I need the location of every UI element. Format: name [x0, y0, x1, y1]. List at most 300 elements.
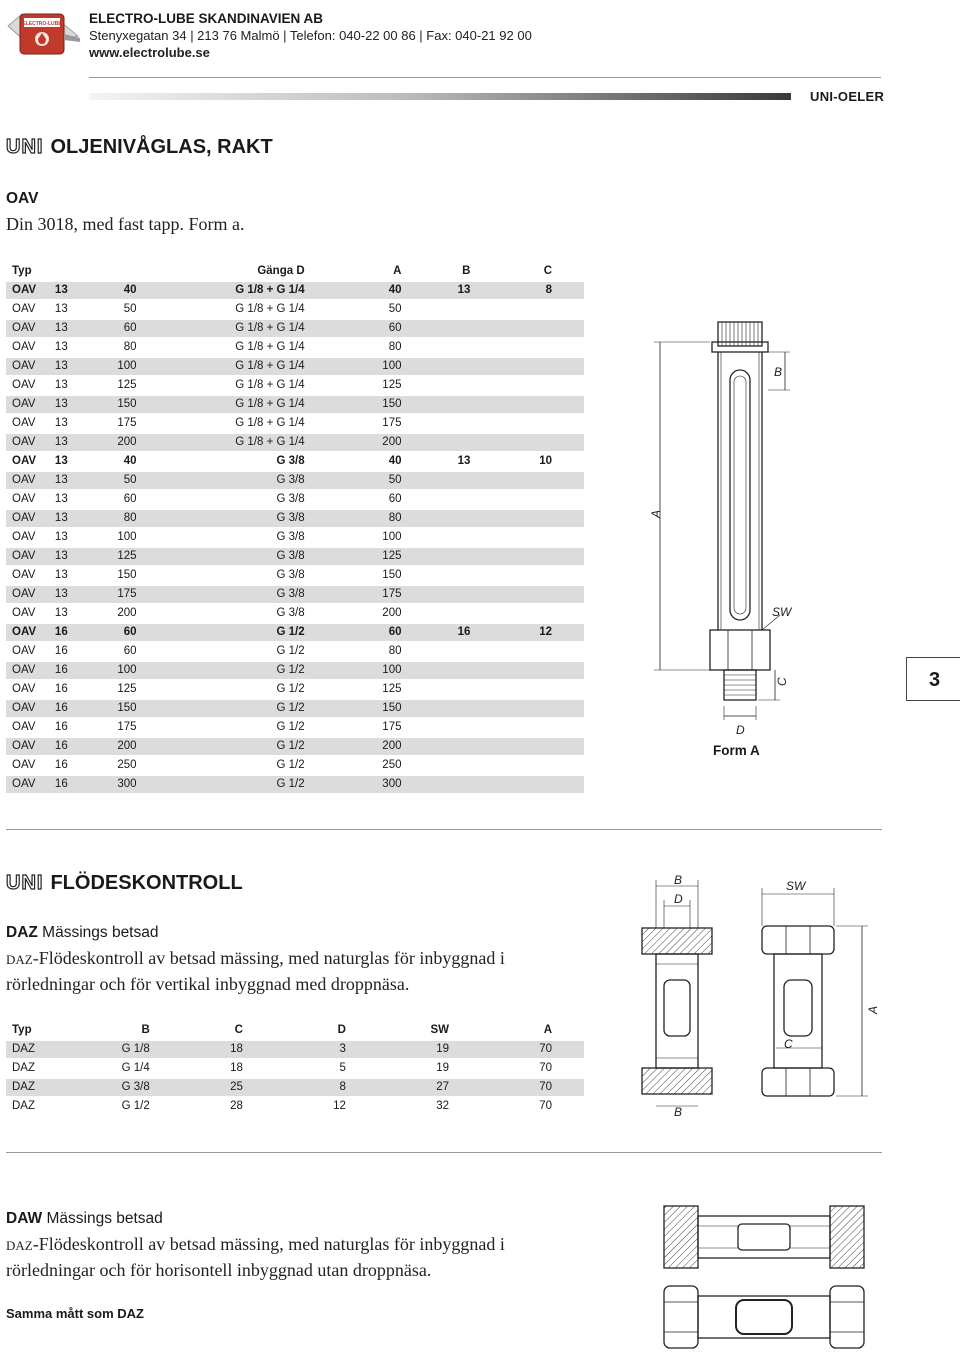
cell-a: 60	[330, 489, 402, 508]
cell-a: 70	[449, 1058, 584, 1077]
cell-ganga: G 3/8	[143, 603, 330, 622]
cell-b: 16	[401, 622, 470, 641]
cell-a: 80	[330, 337, 402, 356]
cell-ganga: G 1/2	[143, 774, 330, 793]
cell-a: 70	[449, 1096, 584, 1115]
cell-ganga: G 3/8	[143, 584, 330, 603]
cell-b	[401, 660, 470, 679]
cell-ganga: G 1/8 + G 1/4	[143, 375, 330, 394]
company-name: ELECTRO-LUBE SKANDINAVIEN AB	[89, 11, 324, 26]
cell-b: G 1/8	[91, 1039, 150, 1058]
cell-ganga: G 3/8	[143, 565, 330, 584]
daz-dim-a: A	[866, 1005, 880, 1014]
cell-a: 100	[330, 356, 402, 375]
table-row	[6, 622, 584, 641]
cell-b	[401, 508, 470, 527]
cell-a: 40	[330, 451, 402, 470]
cell-b	[401, 375, 470, 394]
cell-typ: OAV	[6, 280, 55, 299]
cell-ganga: G 1/8 + G 1/4	[143, 394, 330, 413]
cell-c	[470, 413, 584, 432]
cell-g: 16	[55, 641, 89, 660]
table-row	[6, 1077, 584, 1096]
cell-g: 13	[55, 470, 89, 489]
cell-b	[401, 679, 470, 698]
table-row	[6, 774, 584, 793]
daz-code-sc: daz	[6, 948, 33, 968]
cell-n: 60	[89, 318, 142, 337]
oav-table	[6, 262, 584, 793]
cell-b: G 1/2	[91, 1096, 150, 1115]
company-address: Stenyxegatan 34 | 213 76 Malmö | Telefon: 040-22 00 86 | Fax: 040-21 92 00	[89, 28, 532, 43]
cell-g: 13	[55, 337, 89, 356]
cell-a: 125	[330, 375, 402, 394]
cell-typ: OAV	[6, 470, 55, 489]
flow-title-text: FLÖDESKONTROLL	[50, 872, 243, 894]
cell-typ: OAV	[6, 527, 55, 546]
cell-a: 150	[330, 565, 402, 584]
cell-n: 60	[89, 489, 142, 508]
cell-b	[401, 584, 470, 603]
cell-d: 8	[243, 1077, 346, 1096]
table-row	[6, 1039, 584, 1058]
cell-c	[470, 394, 584, 413]
daz-heading	[6, 924, 158, 942]
cell-b	[401, 565, 470, 584]
cell-g: 13	[55, 318, 89, 337]
cell-g: 13	[55, 451, 89, 470]
cell-typ: OAV	[6, 603, 55, 622]
cell-b	[401, 432, 470, 451]
cell-n: 250	[89, 755, 142, 774]
cell-a: 50	[330, 299, 402, 318]
cell-g: 13	[55, 280, 89, 299]
cell-n: 175	[89, 413, 142, 432]
daz-description: -Flödeskontroll av betsad mässing, med naturglas för inbyggnad i rörledningar och för vertikal inbyggnad med droppnäsa.	[6, 948, 505, 994]
daz-col-d: D	[337, 1023, 346, 1036]
cell-sw: 19	[346, 1039, 449, 1058]
gradient-bar	[89, 93, 791, 100]
company-website[interactable]: www.electrolube.se	[89, 45, 210, 60]
cell-ganga: G 1/2	[143, 698, 330, 717]
cell-ganga: G 1/2	[143, 641, 330, 660]
cell-a: 70	[449, 1077, 584, 1096]
table-row	[6, 280, 584, 299]
cell-n: 60	[89, 622, 142, 641]
cell-ganga: G 1/8 + G 1/4	[143, 337, 330, 356]
cell-g: 16	[55, 717, 89, 736]
cell-ganga: G 1/2	[143, 679, 330, 698]
table-row	[6, 337, 584, 356]
cell-c	[470, 508, 584, 527]
cell-typ: OAV	[6, 641, 55, 660]
table-row	[6, 736, 584, 755]
cell-typ: OAV	[6, 394, 55, 413]
cell-g: 13	[55, 489, 89, 508]
daz-col-c: C	[234, 1023, 243, 1036]
daw-code: DAW	[6, 1210, 43, 1227]
cell-c	[470, 603, 584, 622]
cell-typ: OAV	[6, 337, 55, 356]
cell-n: 200	[89, 603, 142, 622]
header-divider	[89, 77, 881, 78]
cell-c	[470, 679, 584, 698]
cell-b	[401, 394, 470, 413]
cell-g: 13	[55, 299, 89, 318]
cell-g: 13	[55, 375, 89, 394]
oav-dim-d: D	[736, 723, 745, 737]
cell-sw: 27	[346, 1077, 449, 1096]
uni-brand: UNI	[6, 136, 44, 158]
cell-n: 80	[89, 508, 142, 527]
cell-typ: OAV	[6, 299, 55, 318]
cell-b: G 3/8	[91, 1077, 150, 1096]
cell-typ: OAV	[6, 318, 55, 337]
daz-code: DAZ	[6, 924, 38, 941]
cell-a: 125	[330, 546, 402, 565]
cell-ganga: G 3/8	[143, 489, 330, 508]
daw-description-block	[6, 1231, 566, 1283]
oav-dim-sw: SW	[772, 605, 792, 619]
cell-n: 50	[89, 299, 142, 318]
cell-a: 175	[330, 717, 402, 736]
cell-g: 13	[55, 432, 89, 451]
cell-a: 150	[330, 394, 402, 413]
logo-text: ELECTRO-LUBE	[22, 21, 62, 27]
cell-c	[470, 717, 584, 736]
cell-c: 10	[470, 451, 584, 470]
cell-typ: OAV	[6, 584, 55, 603]
table-row	[6, 1058, 584, 1077]
cell-g: 16	[55, 660, 89, 679]
cell-typ: OAV	[6, 660, 55, 679]
cell-b	[401, 774, 470, 793]
cell-g: 13	[55, 565, 89, 584]
cell-b	[401, 736, 470, 755]
cell-typ: OAV	[6, 508, 55, 527]
table-row	[6, 318, 584, 337]
oav-product-code: OAV	[6, 190, 39, 207]
cell-b: 13	[401, 451, 470, 470]
cell-n: 150	[89, 565, 142, 584]
table-row	[6, 698, 584, 717]
cell-ganga: G 1/8 + G 1/4	[143, 299, 330, 318]
cell-b	[401, 603, 470, 622]
daw-note: Samma mått som DAZ	[6, 1306, 144, 1321]
cell-n: 100	[89, 527, 142, 546]
cell-c	[470, 337, 584, 356]
cell-a: 60	[330, 622, 402, 641]
cell-ganga: G 3/8	[143, 470, 330, 489]
cell-typ: OAV	[6, 451, 55, 470]
cell-ganga: G 3/8	[143, 451, 330, 470]
cell-n: 50	[89, 470, 142, 489]
cell-c	[470, 641, 584, 660]
table-row	[6, 584, 584, 603]
cell-c	[470, 318, 584, 337]
cell-c	[470, 356, 584, 375]
oav-dim-b: B	[774, 365, 783, 379]
cell-ganga: G 3/8	[143, 527, 330, 546]
cell-n: 40	[89, 280, 142, 299]
daz-dim-b-top: B	[674, 873, 683, 887]
cell-sw: 32	[346, 1096, 449, 1115]
table-row	[6, 470, 584, 489]
section-divider-1	[6, 829, 882, 830]
cell-g: 16	[55, 679, 89, 698]
cell-typ: OAV	[6, 717, 55, 736]
cell-g: 16	[55, 622, 89, 641]
cell-c	[470, 299, 584, 318]
table-row	[6, 546, 584, 565]
cell-n: 125	[89, 546, 142, 565]
section-divider-2	[6, 1152, 882, 1153]
cell-n: 100	[89, 356, 142, 375]
cell-a: 50	[330, 470, 402, 489]
daz-col-sw: SW	[430, 1023, 449, 1036]
cell-c	[470, 527, 584, 546]
cell-g: 13	[55, 584, 89, 603]
daz-subtitle: Mässings betsad	[42, 924, 159, 941]
cell-n: 40	[89, 451, 142, 470]
cell-b	[401, 318, 470, 337]
oav-dim-c: C	[775, 677, 789, 686]
cell-n: 125	[89, 679, 142, 698]
cell-ganga: G 1/2	[143, 622, 330, 641]
daw-heading	[6, 1210, 163, 1228]
daz-dim-d: D	[674, 892, 683, 906]
table-row	[6, 299, 584, 318]
cell-b	[401, 356, 470, 375]
cell-b	[401, 717, 470, 736]
cell-ganga: G 3/8	[143, 546, 330, 565]
cell-c	[470, 660, 584, 679]
cell-a: 175	[330, 584, 402, 603]
cell-g: 16	[55, 736, 89, 755]
cell-typ: OAV	[6, 546, 55, 565]
cell-typ: OAV	[6, 356, 55, 375]
cell-c: 18	[150, 1058, 243, 1077]
cell-c	[470, 736, 584, 755]
cell-g: 13	[55, 508, 89, 527]
daz-col-a: A	[543, 1023, 552, 1036]
table-row	[6, 394, 584, 413]
daw-drawing	[660, 1198, 885, 1356]
section-tag: UNI-OELER	[810, 89, 885, 104]
oav-figure-caption: Form A	[713, 743, 760, 758]
cell-d: 3	[243, 1039, 346, 1058]
cell-d: 5	[243, 1058, 346, 1077]
cell-ganga: G 1/8 + G 1/4	[143, 432, 330, 451]
cell-a: 200	[330, 736, 402, 755]
cell-a: 80	[330, 508, 402, 527]
flow-section-title	[6, 872, 243, 895]
cell-typ: DAZ	[6, 1096, 91, 1115]
table-row	[6, 1096, 584, 1115]
daz-col-typ: Typ	[12, 1023, 32, 1036]
cell-typ: OAV	[6, 489, 55, 508]
cell-b	[401, 337, 470, 356]
col-c: C	[543, 264, 552, 277]
cell-n: 175	[89, 584, 142, 603]
cell-b	[401, 527, 470, 546]
table-row	[6, 565, 584, 584]
cell-a: 100	[330, 527, 402, 546]
cell-n: 300	[89, 774, 142, 793]
cell-g: 13	[55, 546, 89, 565]
table-row	[6, 451, 584, 470]
cell-g: 13	[55, 356, 89, 375]
table-row	[6, 508, 584, 527]
table-row	[6, 641, 584, 660]
cell-c	[470, 470, 584, 489]
oav-description: Din 3018, med fast tapp. Form a.	[6, 214, 245, 234]
page-number: 3	[906, 657, 960, 701]
cell-typ: OAV	[6, 774, 55, 793]
cell-ganga: G 1/2	[143, 736, 330, 755]
cell-a: 60	[330, 318, 402, 337]
cell-b	[401, 470, 470, 489]
cell-g: 13	[55, 527, 89, 546]
cell-c	[470, 698, 584, 717]
cell-d: 12	[243, 1096, 346, 1115]
cell-typ: DAZ	[6, 1077, 91, 1096]
cell-a: 80	[330, 641, 402, 660]
cell-a: 100	[330, 660, 402, 679]
cell-a: 40	[330, 280, 402, 299]
cell-ganga: G 1/2	[143, 755, 330, 774]
table-row	[6, 603, 584, 622]
cell-c: 18	[150, 1039, 243, 1058]
cell-typ: OAV	[6, 679, 55, 698]
cell-ganga: G 1/8 + G 1/4	[143, 356, 330, 375]
cell-b	[401, 755, 470, 774]
daw-subtitle: Mässings betsad	[46, 1210, 163, 1227]
cell-b: G 1/4	[91, 1058, 150, 1077]
table-row	[6, 375, 584, 394]
cell-typ: OAV	[6, 375, 55, 394]
daz-table-header	[6, 1021, 584, 1039]
cell-ganga: G 1/2	[143, 717, 330, 736]
cell-n: 200	[89, 432, 142, 451]
cell-g: 16	[55, 774, 89, 793]
company-info	[89, 10, 532, 61]
col-ganga: Gänga D	[257, 264, 305, 277]
cell-c: 8	[470, 280, 584, 299]
cell-c	[470, 755, 584, 774]
oav-table-header	[6, 262, 584, 280]
cell-typ: OAV	[6, 755, 55, 774]
cell-ganga: G 1/8 + G 1/4	[143, 413, 330, 432]
cell-typ: DAZ	[6, 1058, 91, 1077]
cell-typ: DAZ	[6, 1039, 91, 1058]
cell-typ: OAV	[6, 736, 55, 755]
daz-dim-sw: SW	[786, 879, 806, 893]
cell-c	[470, 584, 584, 603]
cell-typ: OAV	[6, 432, 55, 451]
cell-b: 13	[401, 280, 470, 299]
table-row	[6, 660, 584, 679]
cell-n: 200	[89, 736, 142, 755]
cell-a: 200	[330, 432, 402, 451]
oav-form-a-drawing	[640, 300, 800, 740]
cell-c: 28	[150, 1096, 243, 1115]
daz-dim-b-bottom: B	[674, 1105, 683, 1119]
cell-ganga: G 1/2	[143, 660, 330, 679]
daz-table-body	[6, 1039, 584, 1115]
cell-n: 125	[89, 375, 142, 394]
electrolube-logo	[6, 6, 82, 62]
cell-a: 300	[330, 774, 402, 793]
oav-dim-a: A	[649, 509, 663, 518]
cell-typ: OAV	[6, 622, 55, 641]
cell-g: 16	[55, 698, 89, 717]
cell-a: 175	[330, 413, 402, 432]
cell-typ: OAV	[6, 413, 55, 432]
daw-description: -Flödeskontroll av betsad mässing, med naturglas för inbyggnad i rörledningar och för horisontell inbyggnad utan droppnäsa.	[6, 1234, 505, 1280]
cell-c	[470, 489, 584, 508]
table-row	[6, 432, 584, 451]
table-row	[6, 717, 584, 736]
cell-sw: 19	[346, 1058, 449, 1077]
daz-dim-c: C	[784, 1037, 793, 1051]
daw-code-sc: daz	[6, 1234, 33, 1254]
cell-c	[470, 546, 584, 565]
col-n	[89, 262, 142, 280]
col-g	[55, 262, 89, 280]
table-row	[6, 755, 584, 774]
cell-g: 13	[55, 394, 89, 413]
col-typ: Typ	[12, 264, 32, 277]
table-row	[6, 527, 584, 546]
daz-table	[6, 1021, 584, 1115]
table-row	[6, 679, 584, 698]
cell-c: 25	[150, 1077, 243, 1096]
cell-g: 13	[55, 603, 89, 622]
cell-b	[401, 641, 470, 660]
uni-brand-2: UNI	[6, 872, 44, 894]
cell-ganga: G 1/8 + G 1/4	[143, 318, 330, 337]
cell-n: 100	[89, 660, 142, 679]
cell-n: 60	[89, 641, 142, 660]
oav-section-title	[6, 136, 273, 159]
cell-ganga: G 1/8 + G 1/4	[143, 280, 330, 299]
cell-c	[470, 432, 584, 451]
cell-b	[401, 546, 470, 565]
cell-n: 150	[89, 394, 142, 413]
oav-table-body	[6, 280, 584, 793]
cell-a: 70	[449, 1039, 584, 1058]
cell-typ: OAV	[6, 565, 55, 584]
cell-c: 12	[470, 622, 584, 641]
cell-c	[470, 375, 584, 394]
cell-b	[401, 489, 470, 508]
cell-n: 175	[89, 717, 142, 736]
table-row	[6, 489, 584, 508]
cell-a: 125	[330, 679, 402, 698]
cell-a: 250	[330, 755, 402, 774]
cell-a: 150	[330, 698, 402, 717]
col-a: A	[393, 264, 402, 277]
daz-col-b: B	[141, 1023, 150, 1036]
table-row	[6, 413, 584, 432]
cell-n: 150	[89, 698, 142, 717]
cell-g: 16	[55, 755, 89, 774]
cell-b	[401, 413, 470, 432]
cell-c	[470, 774, 584, 793]
oav-title-text: OLJENIVÅGLAS, RAKT	[50, 136, 273, 158]
cell-a: 200	[330, 603, 402, 622]
